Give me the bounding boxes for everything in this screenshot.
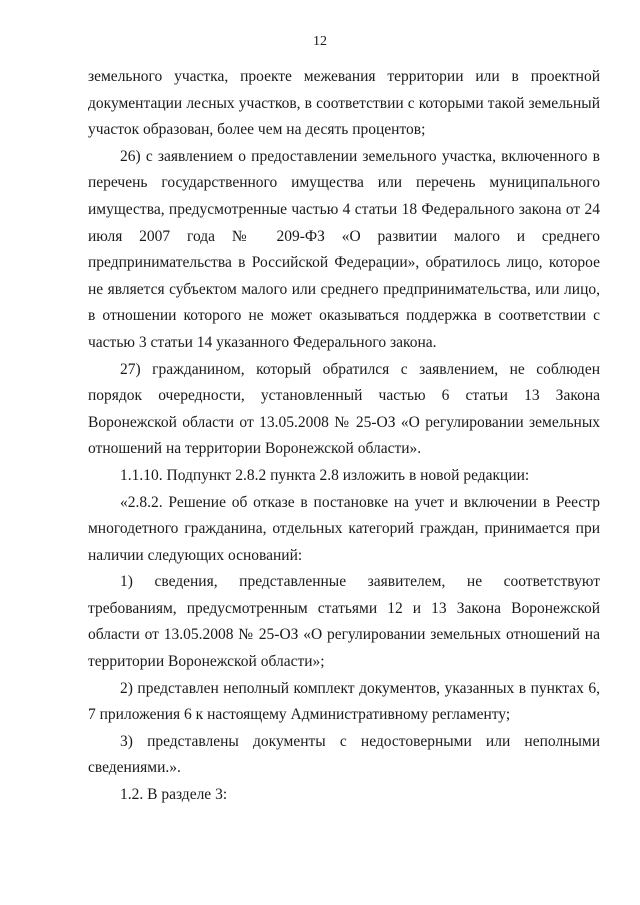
paragraph-continuation: земельного участка, проекте межевания территории или в проектной документации лесных участков, в соответствии с которыми такой земельный участок образован, более чем на десять процентов; bbox=[88, 68, 600, 139]
paragraph-reason-2: 2) представлен неполный комплект документов, указанных в пунктах 6, 7 приложения 6 к настоящему Административному регламенту; bbox=[88, 679, 600, 724]
paragraph-1-1-10: 1.1.10. Подпункт 2.8.2 пункта 2.8 изложить в новой редакции: bbox=[120, 466, 530, 484]
paragraph-2-8-2: «2.8.2. Решение об отказе в постановке на учет и включении в Реестр многодетного гражданина, отдельных категорий граждан, принимается при наличии следующих оснований: bbox=[88, 493, 600, 564]
paragraph-item-26: 26) с заявлением о предоставлении земельного участка, включенного в перечень государственного имущества или перечень муниципального имущества, предусмотренные частью 4 статьи 18 Федерального закона от 24 июля 2007 года № 209-ФЗ «О развитии малого и среднего предпринимательства в Российской Федерации», обратилось лицо, которое не является субъектом малого или среднего предпринимательства, или лицо, в отношении которого не может оказываться поддержка в соответствии с частью 3 статьи 14 указанного Федерального закона. bbox=[88, 147, 600, 351]
page-number: 12 bbox=[313, 34, 327, 49]
document-body bbox=[88, 64, 600, 809]
paragraph-reason-1: 1) сведения, представленные заявителем, не соответствуют требованиям, предусмотренным статьями 12 и 13 Закона Воронежской области от 13.05.2008 № 25-ОЗ «О регулировании земельных отношений на территории Воронежской области»; bbox=[88, 573, 600, 671]
paragraph-1-2: 1.2. В разделе 3: bbox=[120, 786, 228, 804]
paragraph-reason-3: 3) представлены документы с недостоверными или неполными сведениями.». bbox=[88, 732, 600, 777]
paragraph-item-27: 27) гражданином, который обратился с заявлением, не соблюден порядок очередности, установленный частью 6 статьи 13 Закона Воронежской области от 13.05.2008 № 25-ОЗ «О регулировании земельных отношений на территории Воронежской области». bbox=[88, 360, 600, 458]
